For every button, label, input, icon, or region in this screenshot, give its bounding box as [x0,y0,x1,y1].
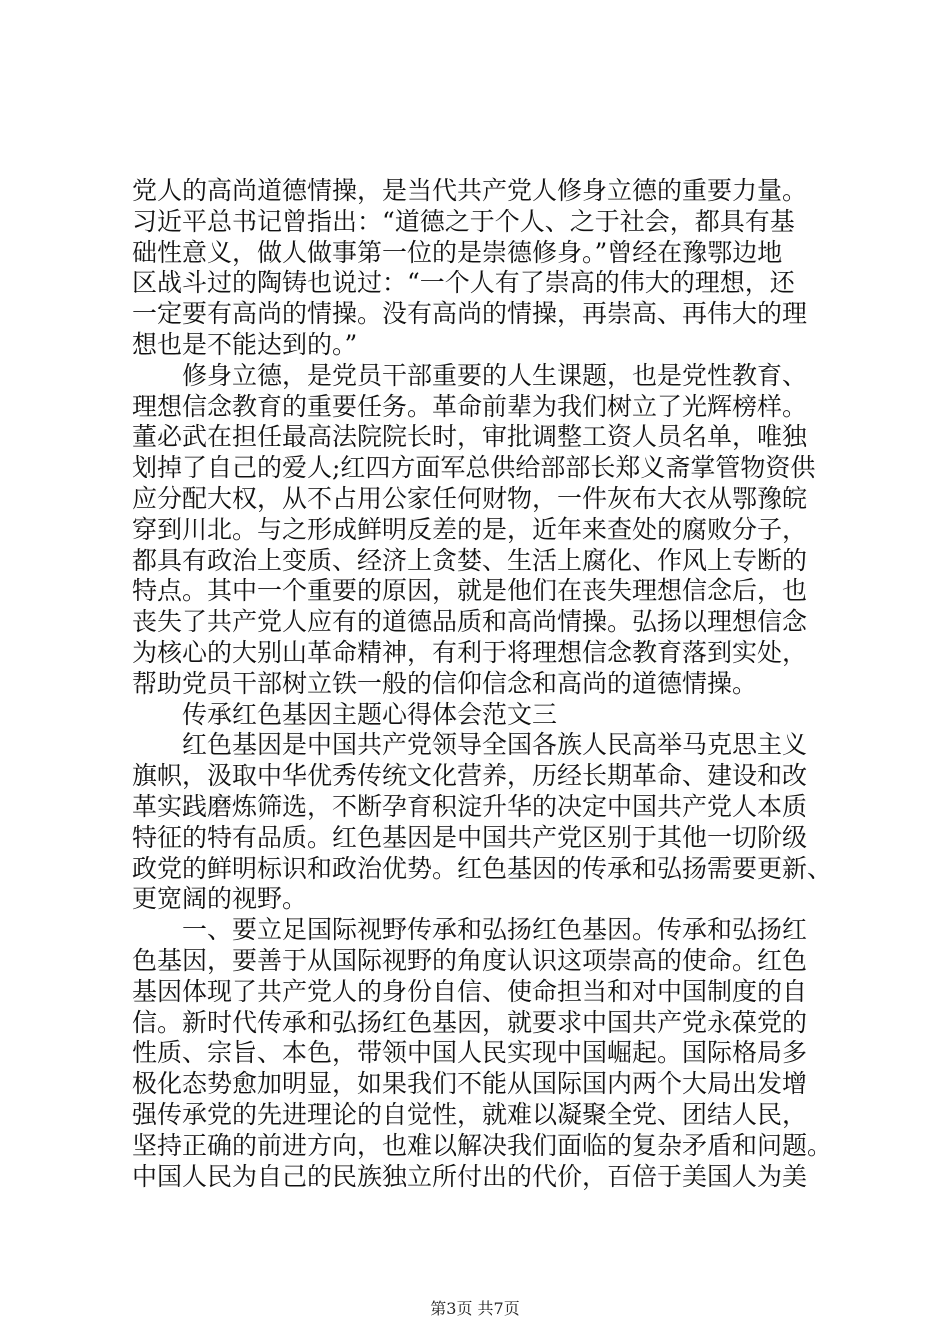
text-line: 党人的高尚道德情操，是当代共产党人修身立德的重要力量。 [132,176,808,205]
text-line: 政党的鲜明标识和政治优势。红色基因的传承和弘扬需要更新、 [132,853,833,883]
text-line: 信。新时代传承和弘扬红色基因，就要求中国共产党永葆党的 [132,1007,808,1037]
text-line: 特征的特有品质。红色基因是中国共产党区别于其他一切阶级 [132,822,808,852]
text-line: 为核心的大别山革命精神，有利于将理想信念教育落到实处， [132,637,808,667]
text-line: 董必武在担任最高法院院长时，审批调整工资人员名单，唯独 [132,422,808,452]
text-line: 修身立德，是党员干部重要的人生课题，也是党性教育、 [132,360,808,390]
text-line: 区战斗过的陶铸也说过：“一个人有了崇高的伟大的理想，还 [132,268,795,298]
text-line: 色基因，要善于从国际视野的角度认识这项崇高的使命。红色 [132,945,808,975]
text-line: 坚持正确的前进方向，也难以解决我们面临的复杂矛盾和问题。 [132,1130,833,1160]
text-line: 极化态势愈加明显，如果我们不能从国际国内两个大局出发增 [132,1069,808,1099]
text-line: 中国人民为自己的民族独立所付出的代价，百倍于美国人为美 [132,1161,808,1191]
text-line: 丧失了共产党人应有的道德品质和高尚情操。弘扬以理想信念 [132,607,808,637]
text-line: 穿到川北。与之形成鲜明反差的是，近年来查处的腐败分子， [132,514,808,544]
text-line: 特点。其中一个重要的原因，就是他们在丧失理想信念后，也 [132,576,808,606]
text-line: 础性意义，做人做事第一位的是崇德修身。”曾经在豫鄂边地 [132,237,783,267]
text-line: 一、要立足国际视野传承和弘扬红色基因。传承和弘扬红 [132,915,808,945]
text-line: 基因体现了共产党人的身份自信、使命担当和对中国制度的自 [132,976,808,1006]
text-line: 性质、宗旨、本色，带领中国人民实现中国崛起。国际格局多 [132,1038,808,1068]
text-line: 习近平总书记曾指出：“道德之于个人、之于社会，都具有基 [132,206,795,236]
page-footer: 第3页 共7页 [430,1299,520,1318]
text-line: 旗帜，汲取中华优秀传统文化营养，历经长期革命、建设和改 [132,761,808,791]
text-line: 应分配大权，从不占用公家任何财物，一件灰布大衣从鄂豫皖 [132,483,808,513]
text-line: 划掉了自己的爱人;红四方面军总供给部部长郑义斋掌管物资供 [132,453,816,483]
text-line: 强传承党的先进理论的自觉性，就难以凝聚全党、团结人民， [132,1099,808,1129]
text-line: 红色基因是中国共产党领导全国各族人民高举马克思主义 [132,730,808,760]
text-line: 革实践磨炼筛选，不断孕育积淀升华的决定中国共产党人本质 [132,791,808,821]
text-line: 帮助党员干部树立铁一般的信仰信念和高尚的道德情操。 [132,668,758,698]
text-line: 传承红色基因主题心得体会范文三 [132,699,558,729]
text-line: 理想信念教育的重要任务。革命前辈为我们树立了光辉榜样。 [132,391,808,421]
text-line: 都具有政治上变质、经济上贪婪、生活上腐化、作风上专断的 [132,545,808,575]
text-line: 一定要有高尚的情操。没有高尚的情操，再崇高、再伟大的理 [132,299,808,329]
document-body [132,176,832,1192]
text-line: 想也是不能达到的。” [132,329,358,359]
text-line: 更宽阔的视野。 [132,884,308,914]
